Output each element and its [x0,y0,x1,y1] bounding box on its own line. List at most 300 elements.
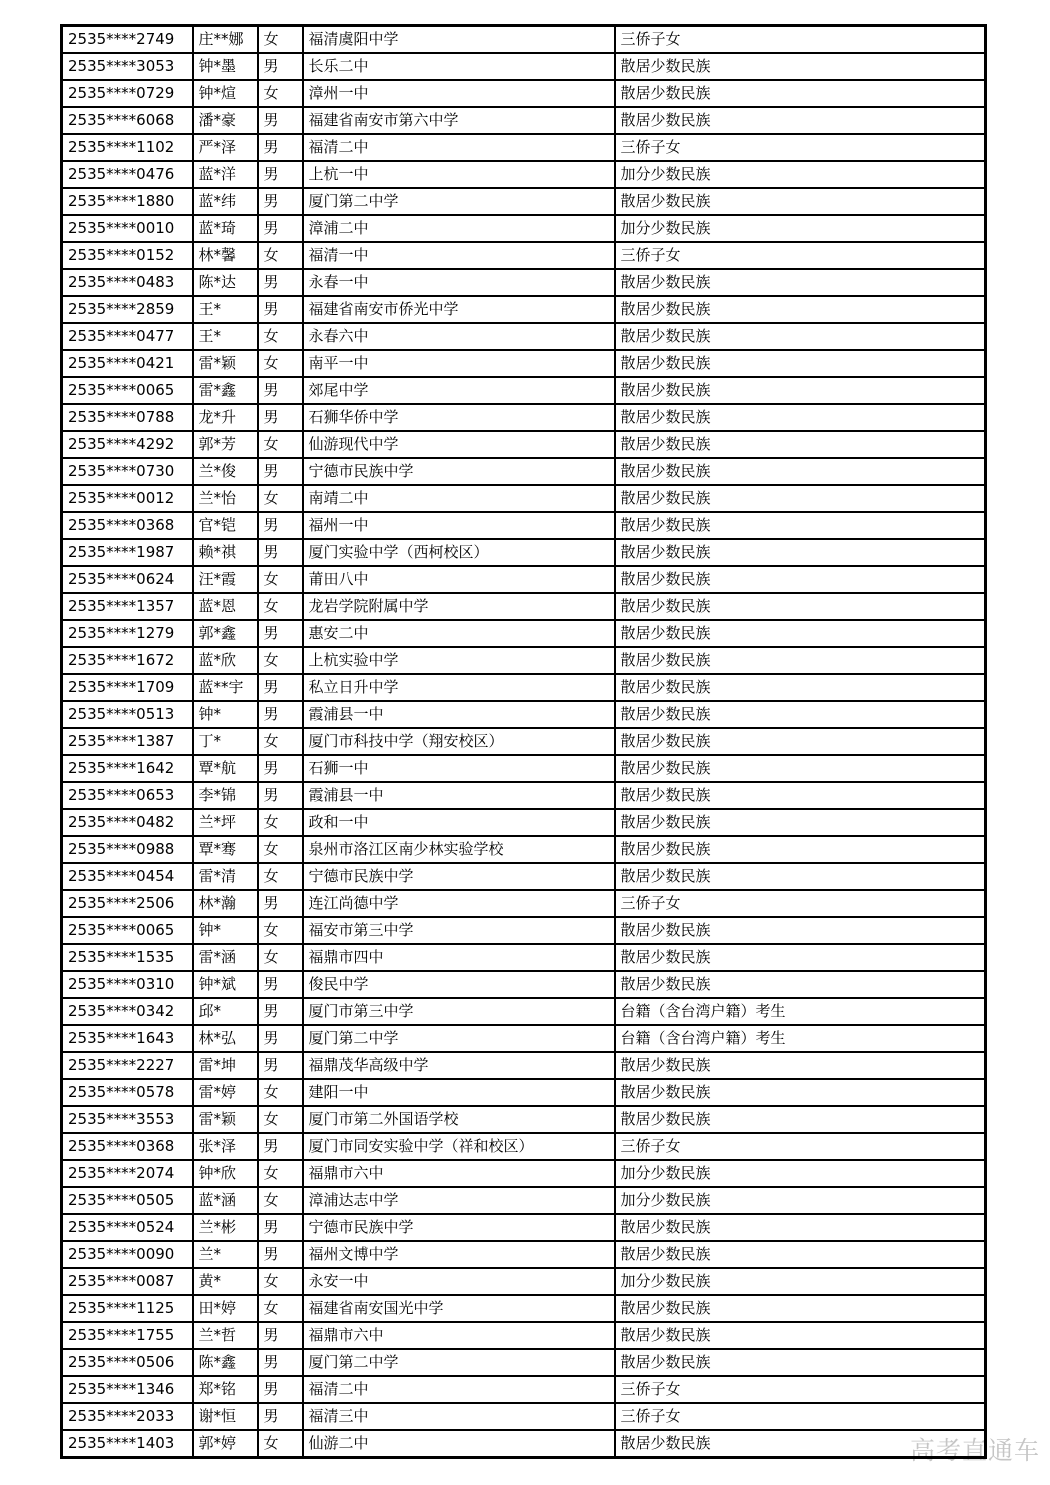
cell-name: 龙*升 [193,404,258,431]
cell-school: 福清三中 [303,1403,615,1430]
cell-candidate-id: 2535****1346 [62,1376,193,1403]
table-row [62,1187,986,1214]
cell-gender: 女 [258,1430,303,1458]
cell-candidate-id: 2535****1403 [62,1430,193,1458]
cell-school: 建阳一中 [303,1079,615,1106]
cell-category: 散居少数民族 [615,782,986,809]
cell-category: 散居少数民族 [615,539,986,566]
cell-name: 覃*航 [193,755,258,782]
cell-school: 南平一中 [303,350,615,377]
table-row [62,863,986,890]
cell-candidate-id: 2535****2506 [62,890,193,917]
table-row [62,215,986,242]
cell-name: 林*弘 [193,1025,258,1052]
table-row [62,26,986,54]
cell-name: 郭*芳 [193,431,258,458]
table-row [62,1214,986,1241]
cell-candidate-id: 2535****2749 [62,26,193,54]
cell-name: 兰*俊 [193,458,258,485]
cell-category: 三侨子女 [615,134,986,161]
cell-gender: 女 [258,1295,303,1322]
cell-gender: 男 [258,215,303,242]
table-row [62,647,986,674]
cell-gender: 男 [258,971,303,998]
cell-gender: 男 [258,620,303,647]
cell-category: 加分少数民族 [615,1268,986,1295]
cell-category: 散居少数民族 [615,1214,986,1241]
cell-school: 泉州市洛江区南少林实验学校 [303,836,615,863]
table-row [62,809,986,836]
table-row [62,701,986,728]
cell-gender: 男 [258,188,303,215]
table-row [62,728,986,755]
cell-category: 散居少数民族 [615,701,986,728]
cell-name: 陈*鑫 [193,1349,258,1376]
cell-candidate-id: 2535****3053 [62,53,193,80]
cell-name: 钟*煊 [193,80,258,107]
cell-name: 蓝*涵 [193,1187,258,1214]
cell-gender: 男 [258,134,303,161]
table-row [62,1160,986,1187]
cell-gender: 男 [258,53,303,80]
table-row [62,1106,986,1133]
cell-gender: 女 [258,323,303,350]
cell-name: 严*泽 [193,134,258,161]
cell-school: 福鼎市六中 [303,1322,615,1349]
table-row [62,242,986,269]
cell-school: 福州文博中学 [303,1241,615,1268]
cell-gender: 女 [258,242,303,269]
cell-school: 仙游二中 [303,1430,615,1458]
cell-name: 雷*婷 [193,1079,258,1106]
cell-name: 兰*坪 [193,809,258,836]
cell-category: 散居少数民族 [615,755,986,782]
cell-category: 散居少数民族 [615,188,986,215]
cell-school: 宁德市民族中学 [303,863,615,890]
table-row [62,53,986,80]
cell-candidate-id: 2535****1755 [62,1322,193,1349]
table-row [62,1322,986,1349]
cell-name: 官*铠 [193,512,258,539]
cell-candidate-id: 2535****1987 [62,539,193,566]
cell-category: 散居少数民族 [615,1106,986,1133]
watermark: 高考直通车 [910,1436,1041,1465]
cell-candidate-id: 2535****0653 [62,782,193,809]
cell-name: 庄**娜 [193,26,258,54]
cell-candidate-id: 2535****0087 [62,1268,193,1295]
table-row [62,1295,986,1322]
cell-gender: 女 [258,836,303,863]
cell-school: 上杭实验中学 [303,647,615,674]
cell-candidate-id: 2535****1279 [62,620,193,647]
cell-candidate-id: 2535****2033 [62,1403,193,1430]
cell-school: 仙游现代中学 [303,431,615,458]
cell-candidate-id: 2535****0578 [62,1079,193,1106]
cell-candidate-id: 2535****6068 [62,107,193,134]
cell-school: 霞浦县一中 [303,701,615,728]
cell-category: 加分少数民族 [615,161,986,188]
cell-candidate-id: 2535****0788 [62,404,193,431]
cell-candidate-id: 2535****0152 [62,242,193,269]
cell-candidate-id: 2535****0065 [62,377,193,404]
table-row [62,107,986,134]
cell-name: 王* [193,323,258,350]
cell-candidate-id: 2535****1643 [62,1025,193,1052]
table-row [62,1430,986,1458]
table-row [62,890,986,917]
cell-candidate-id: 2535****0010 [62,215,193,242]
cell-candidate-id: 2535****0065 [62,917,193,944]
cell-gender: 男 [258,890,303,917]
cell-category: 散居少数民族 [615,1349,986,1376]
cell-category: 散居少数民族 [615,404,986,431]
cell-name: 雷*颖 [193,1106,258,1133]
cell-gender: 男 [258,998,303,1025]
cell-name: 钟*墨 [193,53,258,80]
cell-gender: 女 [258,944,303,971]
cell-gender: 男 [258,1376,303,1403]
cell-name: 蓝*纬 [193,188,258,215]
cell-gender: 男 [258,269,303,296]
cell-gender: 女 [258,431,303,458]
cell-gender: 女 [258,1160,303,1187]
cell-name: 兰* [193,1241,258,1268]
cell-name: 钟* [193,917,258,944]
cell-gender: 男 [258,1322,303,1349]
cell-school: 厦门市科技中学（翔安校区） [303,728,615,755]
cell-school: 福清二中 [303,134,615,161]
cell-gender: 女 [258,1187,303,1214]
cell-category: 散居少数民族 [615,458,986,485]
cell-school: 厦门市同安实验中学（祥和校区） [303,1133,615,1160]
table-row [62,944,986,971]
cell-candidate-id: 2535****0342 [62,998,193,1025]
cell-name: 汪*霞 [193,566,258,593]
cell-name: 兰*怡 [193,485,258,512]
cell-name: 潘*豪 [193,107,258,134]
cell-category: 加分少数民族 [615,1160,986,1187]
cell-candidate-id: 2535****2859 [62,296,193,323]
cell-school: 上杭一中 [303,161,615,188]
cell-school: 厦门第二中学 [303,1025,615,1052]
cell-name: 覃*骞 [193,836,258,863]
table-row [62,404,986,431]
cell-school: 宁德市民族中学 [303,458,615,485]
cell-category: 三侨子女 [615,890,986,917]
cell-category: 散居少数民族 [615,296,986,323]
cell-candidate-id: 2535****2074 [62,1160,193,1187]
cell-candidate-id: 2535****0483 [62,269,193,296]
cell-category: 台籍（含台湾户籍）考生 [615,1025,986,1052]
cell-category: 散居少数民族 [615,944,986,971]
cell-school: 厦门第二中学 [303,188,615,215]
table-row [62,269,986,296]
cell-name: 郭*婷 [193,1430,258,1458]
cell-school: 长乐二中 [303,53,615,80]
cell-name: 林*馨 [193,242,258,269]
table-row [62,1025,986,1052]
cell-name: 蓝*恩 [193,593,258,620]
cell-category: 散居少数民族 [615,1241,986,1268]
cell-school: 漳浦二中 [303,215,615,242]
cell-name: 赖*祺 [193,539,258,566]
cell-gender: 男 [258,377,303,404]
table-row [62,512,986,539]
cell-school: 福清一中 [303,242,615,269]
cell-school: 永安一中 [303,1268,615,1295]
cell-school: 厦门实验中学（西柯校区） [303,539,615,566]
cell-category: 散居少数民族 [615,53,986,80]
cell-candidate-id: 2535****0368 [62,1133,193,1160]
cell-category: 加分少数民族 [615,215,986,242]
cell-name: 钟*斌 [193,971,258,998]
cell-category: 散居少数民族 [615,107,986,134]
cell-candidate-id: 2535****0421 [62,350,193,377]
cell-school: 南靖二中 [303,485,615,512]
cell-candidate-id: 2535****1357 [62,593,193,620]
cell-gender: 女 [258,593,303,620]
cell-gender: 女 [258,1079,303,1106]
table-row [62,1349,986,1376]
cell-candidate-id: 2535****1672 [62,647,193,674]
cell-candidate-id: 2535****4292 [62,431,193,458]
cell-school: 厦门第二中学 [303,1349,615,1376]
table-row [62,80,986,107]
cell-name: 邱* [193,998,258,1025]
cell-candidate-id: 2535****0513 [62,701,193,728]
cell-category: 散居少数民族 [615,566,986,593]
cell-candidate-id: 2535****1125 [62,1295,193,1322]
table-row [62,296,986,323]
cell-category: 散居少数民族 [615,1430,986,1458]
cell-gender: 男 [258,1241,303,1268]
cell-gender: 男 [258,1403,303,1430]
cell-name: 丁* [193,728,258,755]
table-row [62,377,986,404]
cell-category: 三侨子女 [615,1403,986,1430]
cell-candidate-id: 2535****0524 [62,1214,193,1241]
cell-name: 钟*欣 [193,1160,258,1187]
cell-candidate-id: 2535****0506 [62,1349,193,1376]
cell-category: 散居少数民族 [615,512,986,539]
cell-name: 郭*鑫 [193,620,258,647]
cell-gender: 男 [258,458,303,485]
cell-school: 厦门市第二外国语学校 [303,1106,615,1133]
cell-gender: 男 [258,1214,303,1241]
table-row [62,161,986,188]
cell-category: 三侨子女 [615,242,986,269]
cell-category: 散居少数民族 [615,485,986,512]
cell-candidate-id: 2535****0476 [62,161,193,188]
cell-category: 散居少数民族 [615,836,986,863]
cell-school: 连江尚德中学 [303,890,615,917]
cell-category: 散居少数民族 [615,80,986,107]
cell-candidate-id: 2535****0505 [62,1187,193,1214]
cell-category: 散居少数民族 [615,1322,986,1349]
table-row [62,566,986,593]
cell-category: 散居少数民族 [615,809,986,836]
cell-category: 散居少数民族 [615,863,986,890]
table-row [62,917,986,944]
cell-school: 宁德市民族中学 [303,1214,615,1241]
table-row [62,431,986,458]
cell-name: 钟* [193,701,258,728]
cell-name: 黄* [193,1268,258,1295]
cell-candidate-id: 2535****1880 [62,188,193,215]
cell-school: 福鼎市六中 [303,1160,615,1187]
cell-gender: 女 [258,80,303,107]
cell-gender: 女 [258,1268,303,1295]
cell-category: 散居少数民族 [615,1295,986,1322]
table-row [62,674,986,701]
cell-candidate-id: 2535****0624 [62,566,193,593]
cell-gender: 男 [258,755,303,782]
cell-category: 散居少数民族 [615,647,986,674]
table-row [62,458,986,485]
table-row [62,323,986,350]
cell-category: 散居少数民族 [615,377,986,404]
cell-candidate-id: 2535****0477 [62,323,193,350]
cell-candidate-id: 2535****1642 [62,755,193,782]
cell-school: 福州一中 [303,512,615,539]
candidate-roster-table [60,24,987,1459]
cell-name: 田*婷 [193,1295,258,1322]
table-row [62,782,986,809]
cell-category: 散居少数民族 [615,431,986,458]
cell-school: 厦门市第三中学 [303,998,615,1025]
cell-gender: 女 [258,26,303,54]
cell-school: 霞浦县一中 [303,782,615,809]
cell-gender: 女 [258,863,303,890]
cell-category: 散居少数民族 [615,269,986,296]
cell-candidate-id: 2535****0310 [62,971,193,998]
cell-name: 蓝*琦 [193,215,258,242]
cell-name: 兰*哲 [193,1322,258,1349]
cell-category: 散居少数民族 [615,323,986,350]
cell-gender: 男 [258,1052,303,1079]
cell-school: 私立日升中学 [303,674,615,701]
table-row [62,620,986,647]
cell-gender: 女 [258,647,303,674]
cell-gender: 女 [258,1106,303,1133]
cell-gender: 男 [258,674,303,701]
cell-school: 石狮华侨中学 [303,404,615,431]
table-row [62,485,986,512]
cell-category: 三侨子女 [615,1133,986,1160]
cell-gender: 男 [258,539,303,566]
cell-school: 龙岩学院附属中学 [303,593,615,620]
table-row [62,188,986,215]
cell-candidate-id: 2535****0729 [62,80,193,107]
cell-school: 福清二中 [303,1376,615,1403]
table-row [62,1079,986,1106]
table-row [62,755,986,782]
cell-category: 台籍（含台湾户籍）考生 [615,998,986,1025]
cell-school: 福清虞阳中学 [303,26,615,54]
table-row [62,350,986,377]
roster-table-body [62,26,986,1458]
cell-category: 三侨子女 [615,1376,986,1403]
cell-name: 兰*彬 [193,1214,258,1241]
cell-gender: 女 [258,350,303,377]
cell-gender: 女 [258,917,303,944]
cell-name: 陈*达 [193,269,258,296]
cell-name: 蓝**宇 [193,674,258,701]
cell-school: 漳浦达志中学 [303,1187,615,1214]
cell-candidate-id: 2535****0090 [62,1241,193,1268]
cell-gender: 男 [258,1133,303,1160]
cell-name: 林*瀚 [193,890,258,917]
table-row [62,1403,986,1430]
cell-gender: 男 [258,782,303,809]
table-row [62,998,986,1025]
cell-candidate-id: 2535****2227 [62,1052,193,1079]
cell-gender: 女 [258,809,303,836]
cell-candidate-id: 2535****0988 [62,836,193,863]
cell-school: 石狮一中 [303,755,615,782]
cell-category: 散居少数民族 [615,971,986,998]
cell-gender: 男 [258,701,303,728]
cell-category: 散居少数民族 [615,917,986,944]
cell-gender: 男 [258,1025,303,1052]
cell-school: 郊尾中学 [303,377,615,404]
table-row [62,1268,986,1295]
cell-gender: 男 [258,1349,303,1376]
cell-school: 永春六中 [303,323,615,350]
cell-gender: 男 [258,161,303,188]
cell-category: 三侨子女 [615,26,986,54]
cell-name: 雷*清 [193,863,258,890]
cell-candidate-id: 2535****1387 [62,728,193,755]
cell-candidate-id: 2535****1535 [62,944,193,971]
cell-category: 散居少数民族 [615,593,986,620]
cell-candidate-id: 2535****0454 [62,863,193,890]
cell-candidate-id: 2535****0368 [62,512,193,539]
cell-category: 散居少数民族 [615,350,986,377]
table-row [62,539,986,566]
table-row [62,971,986,998]
table-row [62,134,986,161]
cell-name: 李*锦 [193,782,258,809]
cell-category: 散居少数民族 [615,1052,986,1079]
cell-name: 王* [193,296,258,323]
cell-category: 散居少数民族 [615,728,986,755]
cell-school: 漳州一中 [303,80,615,107]
cell-category: 散居少数民族 [615,1079,986,1106]
cell-gender: 女 [258,728,303,755]
table-row [62,1052,986,1079]
cell-name: 雷*鑫 [193,377,258,404]
cell-candidate-id: 2535****0012 [62,485,193,512]
cell-gender: 男 [258,107,303,134]
cell-name: 张*泽 [193,1133,258,1160]
cell-school: 福鼎市四中 [303,944,615,971]
cell-gender: 男 [258,512,303,539]
cell-gender: 女 [258,485,303,512]
cell-school: 福建省南安市侨光中学 [303,296,615,323]
cell-candidate-id: 2535****0482 [62,809,193,836]
cell-school: 福建省南安市第六中学 [303,107,615,134]
table-row [62,1241,986,1268]
cell-gender: 男 [258,404,303,431]
cell-candidate-id: 2535****1709 [62,674,193,701]
cell-name: 郑*铭 [193,1376,258,1403]
table-row [62,1133,986,1160]
cell-name: 雷*坤 [193,1052,258,1079]
cell-school: 福安市第三中学 [303,917,615,944]
cell-candidate-id: 2535****1102 [62,134,193,161]
cell-category: 散居少数民族 [615,620,986,647]
